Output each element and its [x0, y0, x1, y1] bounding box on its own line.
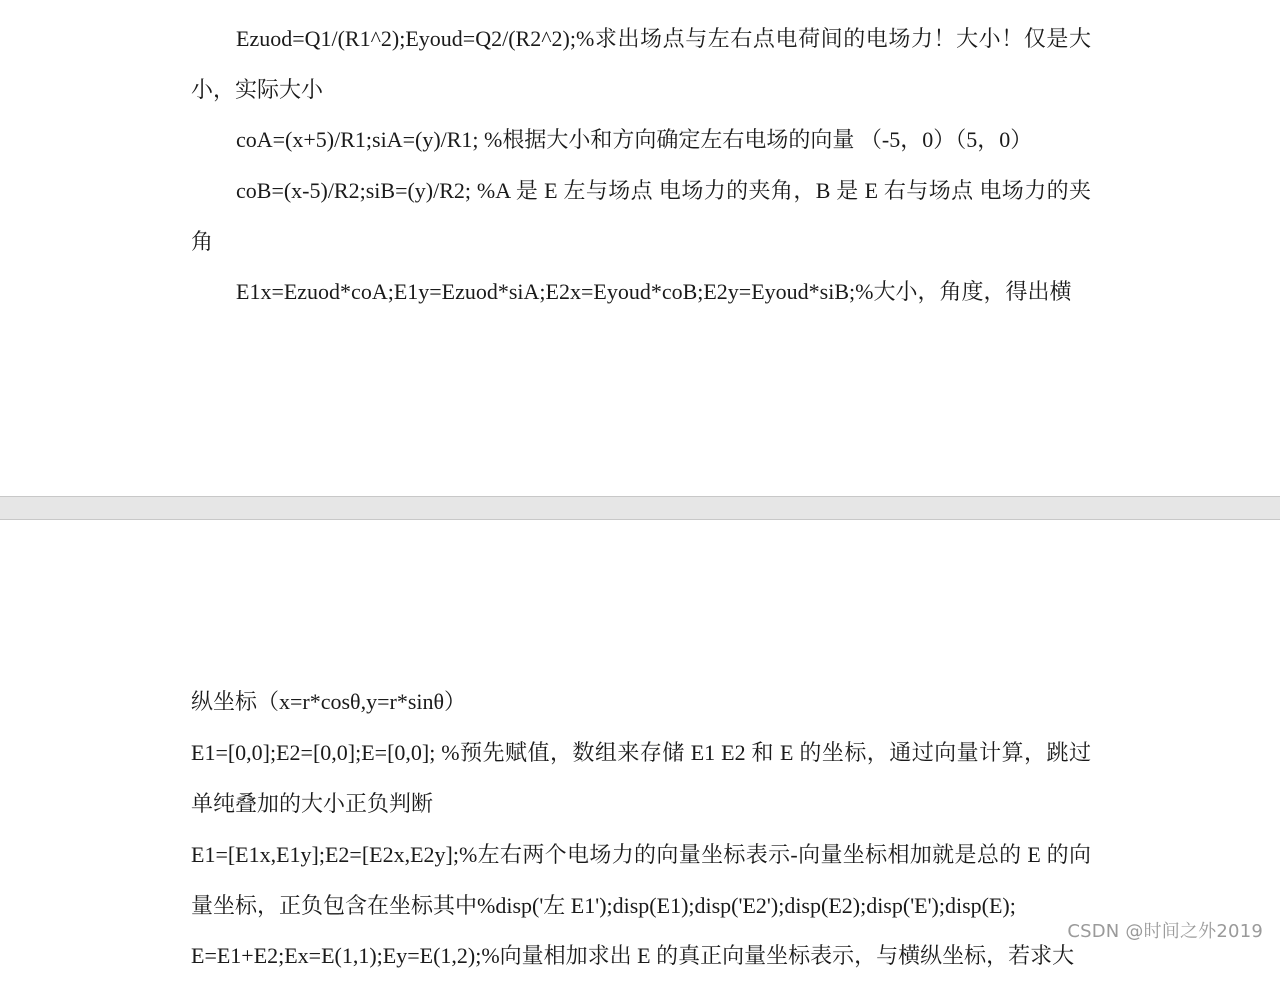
code-paragraph: coB=(x-5)/R2;siB=(y)/R2; %A 是 E 左与场点 电场力的夹角，B 是 E 右与场点 电场力的夹角	[191, 178, 1091, 254]
code-paragraph: E1=[0,0];E2=[0,0];E=[0,0]; %预先赋值，数组来存储 E1 E2 和 E 的坐标，通过向量计算，跳过单纯叠加的大小正负判断	[191, 740, 1091, 816]
code-paragraph: Ezuod=Q1/(R1^2);Eyoud=Q2/(R2^2);%求出场点与左右点电荷间的电场力！大小！仅是大小，实际大小	[191, 26, 1091, 102]
code-paragraph: E1x=Ezuod*coA;E1y=Ezuod*siA;E2x=Eyoud*coB;E2y=Eyoud*siB;%大小，角度，得出横	[236, 279, 1072, 304]
code-paragraph: E1=[E1x,E1y];E2=[E2x,E2y];%左右两个电场力的向量坐标表示-向量坐标相加就是总的 E 的向量坐标，正负包含在坐标其中%disp('左 E1');disp(E1);disp('E2');disp(E2);disp('E');disp(E);	[191, 842, 1091, 918]
code-paragraph: 纵坐标（x=r*cosθ,y=r*sinθ）	[191, 689, 467, 714]
csdn-watermark: CSDN @时间之外2019	[1065, 917, 1265, 943]
document-page-2	[0, 521, 1280, 968]
code-paragraph: coA=(x+5)/R1;siA=(y)/R1; %根据大小和方向确定左右电场的向量 （-5，0）（5，0）	[236, 127, 1033, 152]
code-paragraph: E=E1+E2;Ex=E(1,1);Ey=E(1,2);%向量相加求出 E 的真正向量坐标表示，与横纵坐标，若求大	[191, 943, 1075, 968]
page-break-separator	[0, 496, 1280, 520]
